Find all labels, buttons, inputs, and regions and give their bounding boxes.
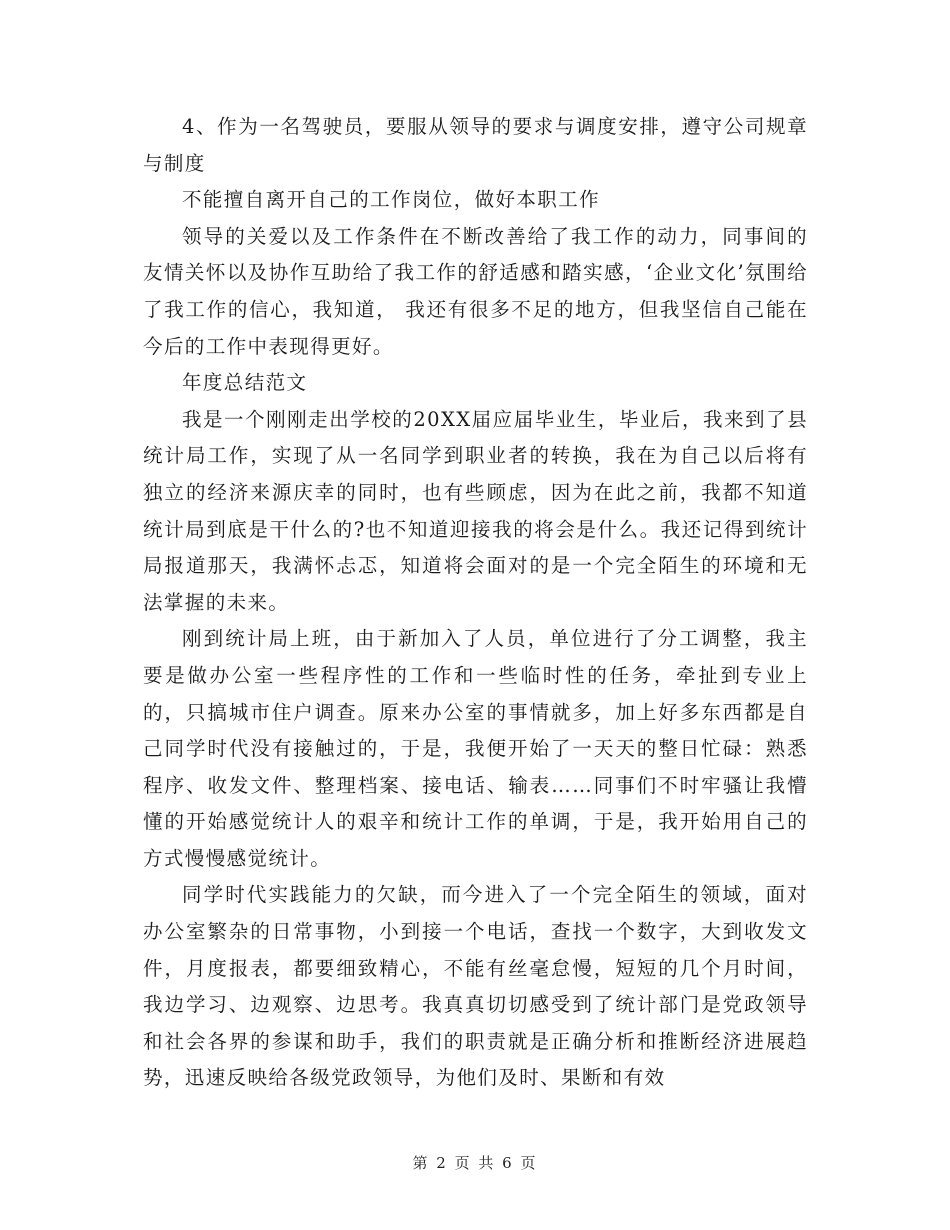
paragraph-learning: 同学时代实践能力的欠缺，而今进入了一个完全陌生的领域，面对办公室繁杂的日常事物，小到接一个电话，查找一个数字，大到收发文件，月度报表，都要细致精心，不能有丝毫怠慢，短短的几个月时间，我边学习、边观察、边思考。我真真切切感受到了统计部门是党政领导和社会各界的参谋和助手，我们的职责就是正确分析和推断经济进展趋势，迅速反映给各级党政领导，为他们及时、果断和有效: [143, 883, 808, 1090]
paragraph-first-days: 刚到统计局上班，由于新加入了人员，单位进行了分工调整，我主要是做办公室一些程序性的工作和一些临时性的任务，牵扯到专业上的，只搞城市住户调查。原来办公室的事情就多，加上好多东西都是自己同学时代没有接触过的，于是，我便开始了一天天的整日忙碌：熟悉程序、收发文件、整理档案、接电话、输表……同事们不时牢骚让我懵懂的开始感觉统计人的艰辛和统计工作的单调，于是，我开始用自己的方式慢慢感觉统计。: [143, 627, 808, 870]
paragraph-driver-rule: 4、作为一名驾驶员，要服从领导的要求与调度安排，遵守公司规章与制度: [143, 115, 808, 175]
page-number-footer: 第 2 页 共 6 页: [412, 1154, 538, 1172]
paragraph-introduction: 我是一个刚刚走出学校的20XX届应届毕业生，毕业后，我来到了县统计局工作，实现了从一名同学到职业者的转换，我在为自己以后将有独立的经济来源庆幸的同时，也有些顾虑，因为在此之前，我都不知道统计局到底是干什么的?也不知道迎接我的将会是什么。我还记得到统计局报道那天，我满怀忐忑，知道将会面对的是一个完全陌生的环境和无法掌握的未来。: [143, 407, 808, 614]
paragraph-gratitude: 领导的关爱以及工作条件在不断改善给了我工作的动力，同事间的友情关怀以及协作互助给了我工作的舒适感和踏实感，‘企业文化’氛围给了我工作的信心，我知道， 我还有很多不足的地方，但我坚信自己能在今后的工作中表现得更好。: [143, 224, 808, 358]
section-title: 年度总结范文: [182, 371, 308, 395]
document-body: [143, 109, 808, 1097]
paragraph-stay-at-post: 不能擅自离开自己的工作岗位，做好本职工作: [182, 188, 601, 212]
